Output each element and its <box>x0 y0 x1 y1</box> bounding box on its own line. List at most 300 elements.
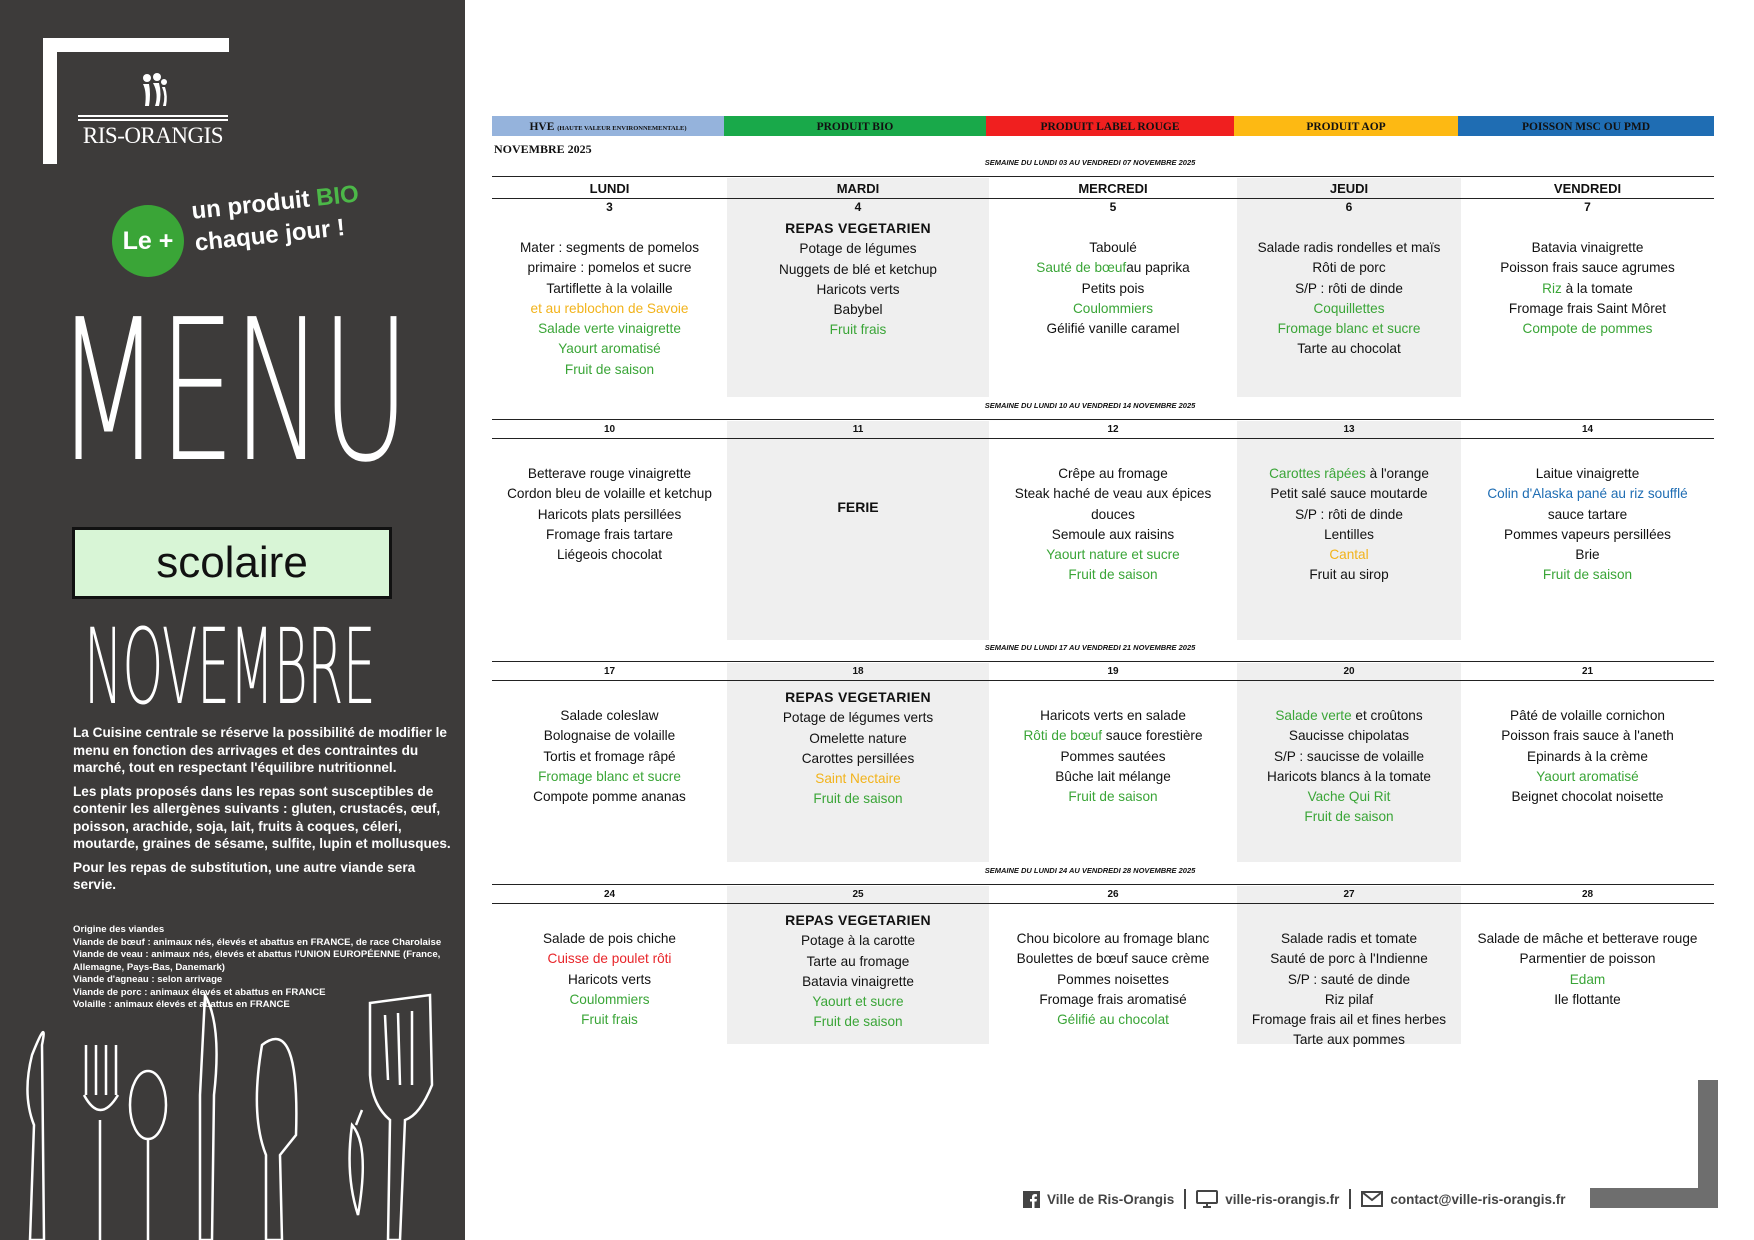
day-menu <box>1237 238 1461 360</box>
menu-item-text: Carottes persillées <box>801 750 915 766</box>
day-number: 3 <box>606 200 613 214</box>
menu-item <box>1461 767 1714 787</box>
menu-item <box>1461 706 1714 726</box>
day-menu <box>989 238 1237 339</box>
menu-item <box>989 706 1237 726</box>
menu-item <box>1461 484 1714 504</box>
menu-item <box>492 464 727 484</box>
menu-item-text: et au reblochon de Savoie <box>530 300 689 316</box>
notice-text <box>73 724 453 900</box>
legend-bio: PRODUIT BIO <box>724 116 986 136</box>
menu-item <box>727 300 989 320</box>
menu-item-text: Beignet chocolat noisette <box>1511 789 1664 805</box>
menu-item-text: Pommes sautées <box>1060 748 1166 764</box>
menu-item-text: Fruit frais <box>829 322 887 338</box>
menu-item <box>1461 970 1714 990</box>
menu-item-text: Carottes râpées <box>1269 466 1366 481</box>
menu-item <box>1461 505 1714 525</box>
week-label: SEMAINE DU LUNDI 24 AU VENDREDI 28 NOVEMBRE 2025 <box>984 866 1196 875</box>
frame-corner-left <box>43 38 57 164</box>
menu-item <box>1461 990 1714 1010</box>
menu-item <box>1461 565 1714 585</box>
menu-item <box>492 747 727 767</box>
day-number: 24 <box>603 889 616 900</box>
menu-item <box>989 1010 1237 1030</box>
menu-item <box>1237 970 1461 990</box>
menu-item-text: Salade de mâche et betterave rouge <box>1477 931 1698 946</box>
menu-item-text: à l'orange <box>1365 466 1429 481</box>
day-menu <box>1461 464 1714 586</box>
day-menu <box>727 910 989 1033</box>
menu-item <box>492 238 727 258</box>
day-menu <box>1237 706 1461 828</box>
menu-item-text: Haricots verts <box>816 281 900 297</box>
menu-item-text: Fromage frais ail et fines herbes <box>1251 1012 1447 1028</box>
menu-item-text: Salade radis et tomate <box>1280 931 1418 946</box>
day-number: 28 <box>1581 889 1594 900</box>
menu-item <box>1237 484 1461 504</box>
menu-item <box>492 990 727 1010</box>
menu-item <box>1461 299 1714 319</box>
menu-item-text: Yaourt nature et sucre <box>1046 547 1180 563</box>
menu-item <box>989 990 1237 1010</box>
menu-item-text: Compote pomme ananas <box>533 789 686 805</box>
day-number: 25 <box>852 889 864 900</box>
menu-item-text: Petits pois <box>1081 280 1145 296</box>
header-rule <box>492 198 1714 199</box>
menu-item-text: Salade verte <box>1275 708 1352 723</box>
menu-item-text: Sauté de porc à l'Indienne <box>1270 951 1428 967</box>
menu-item-text: Bolognaise de volaille <box>543 728 676 744</box>
week-rule <box>492 419 1714 420</box>
menu-item-text: Haricots blancs à la tomate <box>1267 768 1431 784</box>
menu-item-text: Semoule aux raisins <box>1051 526 1175 542</box>
menu-item <box>492 360 727 380</box>
menu-item <box>989 767 1237 787</box>
menu-item-text: Pommes vapeurs persillées <box>1504 526 1671 542</box>
day-number: 17 <box>603 666 616 677</box>
menu-item-text: Saint Nectaire <box>815 771 901 787</box>
day-name: LUNDI <box>589 181 630 196</box>
menu-item-text: Potage de légumes verts <box>782 710 934 726</box>
logo-text: RIS-ORANGIS <box>82 123 224 148</box>
menu-item-text: Omelette nature <box>809 730 907 746</box>
menu-item-text: Riz <box>1542 280 1562 296</box>
header-rule <box>492 903 1714 904</box>
menu-item <box>727 952 989 972</box>
menu-item <box>1461 319 1714 339</box>
menu-item-text: Petit salé sauce moutarde <box>1270 486 1428 502</box>
menu-item-text: au paprika <box>1126 260 1190 276</box>
menu-item-text: Pommes noisettes <box>1057 971 1169 987</box>
menu-item <box>989 279 1237 299</box>
menu-item <box>989 929 1237 949</box>
menu-item <box>1461 258 1714 278</box>
day-number: 5 <box>1109 200 1117 214</box>
day-number: 6 <box>1345 200 1353 214</box>
menu-item <box>989 747 1237 767</box>
menu-item <box>1237 258 1461 278</box>
menu-item-text: Haricots verts en salade <box>1040 708 1186 723</box>
menu-item <box>1237 929 1461 949</box>
menu-item <box>1237 505 1461 525</box>
menu-item-text: Liégeois chocolat <box>556 547 663 563</box>
footer <box>1023 1188 1566 1210</box>
day-menu <box>989 464 1237 586</box>
menu-item <box>1237 1010 1461 1030</box>
menu-item-text: S/P : rôti de dinde <box>1295 280 1403 296</box>
menu-item <box>989 970 1237 990</box>
menu-item-text: Babybel <box>833 302 883 318</box>
day-number: 10 <box>603 424 616 435</box>
menu-item-text: Fruit de saison <box>1068 789 1158 805</box>
menu-item-text: REPAS VEGETARIEN <box>785 220 931 236</box>
menu-item-text: S/P : rôti de dinde <box>1295 506 1403 522</box>
menu-item <box>989 484 1237 504</box>
menu-item-text: Epinards à la crème <box>1527 748 1648 764</box>
menu-item <box>989 545 1237 565</box>
day-number: 11 <box>852 424 864 435</box>
menu-item <box>492 545 727 565</box>
menu-item <box>492 970 727 990</box>
menu-item <box>727 260 989 280</box>
menu-item-text: Colin d'Alaska pané au riz soufflé <box>1487 486 1688 502</box>
day-name: VENDREDI <box>1553 181 1622 196</box>
menu-item-text: Fruit de saison <box>813 791 903 807</box>
menu-item <box>492 505 727 525</box>
menu-item <box>1461 279 1714 299</box>
menu-item-text: Poisson frais sauce à l'aneth <box>1501 728 1674 744</box>
menu-item <box>492 929 727 949</box>
menu-item-text: Poisson frais sauce agrumes <box>1500 260 1675 276</box>
menu-item <box>492 319 727 339</box>
menu-item <box>1237 726 1461 746</box>
menu-item-text: Batavia vinaigrette <box>1531 240 1644 255</box>
menu-item <box>727 931 989 951</box>
menu-item-text: Bûche lait mélange <box>1055 768 1171 784</box>
day-menu <box>1461 238 1714 339</box>
day-number: 19 <box>1107 666 1119 677</box>
menu-item <box>1237 767 1461 787</box>
menu-item <box>989 525 1237 545</box>
menu-item <box>1461 747 1714 767</box>
menu-item <box>492 525 727 545</box>
menu-item-text: REPAS VEGETARIEN <box>785 689 931 705</box>
menu-item-text: Fruit de saison <box>1542 567 1633 583</box>
frame-corner-top <box>43 38 229 52</box>
legend-hve: HVE (HAUTE VALEUR ENVIRONNEMENTALE) <box>492 116 724 136</box>
menu-item-text: Yaourt aromatisé <box>558 341 661 357</box>
menu-item-text: douces <box>1091 506 1135 522</box>
menu-item-text: Fromage blanc et sucre <box>538 768 681 784</box>
column-shade <box>727 421 989 640</box>
menu-item-text: Nuggets de blé et ketchup <box>779 261 937 277</box>
menu-item <box>492 949 727 969</box>
menu-item <box>1237 339 1461 359</box>
day-number: 4 <box>854 200 862 214</box>
menu-item-text: Saucisse chipolatas <box>1288 728 1410 744</box>
menu-item <box>492 726 727 746</box>
menu-item-text: S/P : sauté de dinde <box>1287 971 1411 987</box>
menu-item-text: Tortis et fromage râpé <box>543 748 676 764</box>
notice-paragraph: Pour les repas de substitution, une autre viande sera servie. <box>73 859 416 892</box>
menu-item <box>989 258 1237 278</box>
city-logo <box>78 72 228 149</box>
menu-item-text: Tartiflette à la volaille <box>546 280 673 296</box>
day-number: 14 <box>1581 424 1594 435</box>
envelope-icon <box>1361 1191 1383 1207</box>
menu-item <box>727 972 989 992</box>
menu-item-text: Chou bicolore au fromage blanc <box>1016 931 1210 946</box>
menu-item <box>492 767 727 787</box>
day-menu <box>989 929 1237 1030</box>
menu-item-text: Compote de pommes <box>1522 321 1653 337</box>
menu-item-text: Laitue vinaigrette <box>1535 466 1640 481</box>
week-label: SEMAINE DU LUNDI 03 AU VENDREDI 07 NOVEMBRE 2025 <box>984 158 1196 167</box>
menu-item-text: Fruit au sirop <box>1309 567 1389 583</box>
menu-item <box>1237 319 1461 339</box>
menu-item-text: Tarte au chocolat <box>1297 341 1401 357</box>
menu-item-text: Batavia vinaigrette <box>802 973 914 989</box>
menu-item <box>727 320 989 340</box>
vegetarian-label <box>727 687 989 708</box>
menu-item-text: Coquillettes <box>1313 300 1385 316</box>
facebook-link[interactable]: Ville de Ris-Orangis <box>1047 1191 1175 1207</box>
menu-item-text: Parmentier de poisson <box>1519 951 1656 967</box>
menu-item <box>989 565 1237 585</box>
menu-item-text: Fromage frais Saint Môret <box>1508 300 1667 316</box>
menu-item <box>989 238 1237 258</box>
menu-item <box>727 1012 989 1032</box>
meat-origin-line: Viande de veau : animaux nés, élevés et abattus l'UNION EUROPÉENNE (France, Allemagne, Pays-Bas, Danemark) <box>73 949 441 973</box>
menu-item-text: Cordon bleu de volaille et ketchup <box>507 486 712 502</box>
menu-item <box>492 299 727 319</box>
menu-item-text: Steak haché de veau aux épices <box>1014 486 1212 502</box>
header-rule <box>492 680 1714 681</box>
day-menu <box>727 218 989 341</box>
menu-item-text: sauce forestière <box>1102 728 1203 744</box>
menu-item <box>1461 464 1714 484</box>
menu-item <box>492 787 727 807</box>
week-rule <box>492 176 1714 177</box>
month-label: NOVEMBRE 2025 <box>494 142 592 156</box>
meat-origin-title: Origine des viandes <box>73 924 165 935</box>
menu-item-text: primaire : pomelos et sucre <box>527 260 692 276</box>
utensils-illustration <box>0 975 465 1240</box>
menu-item-text: Mater : segments de pomelos <box>519 240 700 255</box>
month-title: NOVEMBRE <box>84 606 376 728</box>
meat-origin-line: Volaille : animaux élevés et abattus en FRANCE <box>73 999 290 1010</box>
menu-item <box>1237 545 1461 565</box>
menu-item <box>727 729 989 749</box>
menu-item-text: Crêpe au fromage <box>1058 466 1168 481</box>
menu-item <box>727 708 989 728</box>
menu-item-text: Haricots plats persillées <box>537 506 682 522</box>
label-legend <box>492 116 1714 136</box>
left-panel <box>0 0 465 1240</box>
menu-item-text: Lentilles <box>1324 526 1374 542</box>
menu-item-text: Cuisse de poulet rôti <box>547 951 672 967</box>
menu-item <box>989 505 1237 525</box>
menu-item-text: Vache Qui Rit <box>1307 789 1391 805</box>
menu-item-text: Haricots verts <box>567 971 652 987</box>
day-menu <box>1461 706 1714 807</box>
meat-origin-line: Viande d'agneau : selon arrivage <box>73 974 223 985</box>
menu-item-text: Fruit de saison <box>813 1014 903 1030</box>
menu-item-text: Salade verte vinaigrette <box>538 321 681 337</box>
menu-item-text: Potage de légumes <box>799 241 917 257</box>
menu-item <box>1237 464 1461 484</box>
menu-item-text: à la tomate <box>1561 280 1633 296</box>
menu-item-text: Coulommiers <box>1072 300 1154 316</box>
menu-item-text: REPAS VEGETARIEN <box>785 912 931 928</box>
logo-figures-icon <box>133 72 173 108</box>
day-menu <box>1237 929 1461 1051</box>
menu-item-text: Fruit frais <box>581 1012 638 1028</box>
menu-item <box>727 749 989 769</box>
day-menu <box>492 464 727 565</box>
header-rule <box>492 438 1714 439</box>
menu-item <box>1237 1030 1461 1050</box>
menu-item <box>492 1010 727 1030</box>
day-name: MERCREDI <box>1078 181 1148 196</box>
menu-item-text: Betterave rouge vinaigrette <box>527 466 692 481</box>
menu-item <box>1237 807 1461 827</box>
menu-title: MENU <box>56 278 408 506</box>
menu-item <box>727 769 989 789</box>
menu-item <box>1237 279 1461 299</box>
menu-item <box>492 339 727 359</box>
week-label: SEMAINE DU LUNDI 17 AU VENDREDI 21 NOVEMBRE 2025 <box>984 643 1196 652</box>
menu-item <box>989 464 1237 484</box>
menu-item-text: Salade radis rondelles et maïs <box>1257 240 1441 255</box>
menu-item <box>492 279 727 299</box>
day-menu <box>492 929 727 1030</box>
menu-item <box>989 949 1237 969</box>
menu-item-text: Fruit de saison <box>1304 809 1394 825</box>
menu-item-text: Yaourt aromatisé <box>1536 768 1639 784</box>
day-number: 12 <box>1107 424 1119 435</box>
menu-item-text: Salade coleslaw <box>560 708 659 723</box>
meat-origin-line: Viande de bœuf : animaux nés, élevés et abattus en FRANCE, de race Charolaise <box>73 936 442 948</box>
menu-item <box>1461 726 1714 746</box>
menu-item <box>492 484 727 504</box>
day-menu <box>492 238 727 380</box>
menu-item-text: Yaourt et sucre <box>812 994 904 1010</box>
legend-aop: PRODUIT AOP <box>1234 116 1458 136</box>
legend-label-rouge: PRODUIT LABEL ROUGE <box>986 116 1234 136</box>
day-number: 21 <box>1581 666 1594 677</box>
menu-item <box>727 992 989 1012</box>
vegetarian-label <box>727 218 989 239</box>
menu-item <box>1237 787 1461 807</box>
week-rule <box>492 661 1714 662</box>
menu-item <box>727 280 989 300</box>
menu-item <box>1461 949 1714 969</box>
menu-item-text: Fruit de saison <box>564 361 655 377</box>
website-link[interactable]: ville-ris-orangis.fr <box>1225 1191 1340 1207</box>
menu-item <box>727 239 989 259</box>
menu-item <box>727 789 989 809</box>
menu-item-text: Riz pilaf <box>1324 991 1374 1007</box>
email-link[interactable]: contact@ville-ris-orangis.fr <box>1390 1191 1566 1207</box>
menu-item <box>989 319 1237 339</box>
day-menu <box>1461 929 1714 1010</box>
menu-item-text: S/P : saucisse de volaille <box>1273 748 1425 764</box>
legend-msc-pmd: POISSON MSC OU PMD <box>1458 116 1714 136</box>
day-menu <box>1237 464 1461 586</box>
menu-item <box>989 726 1237 746</box>
menu-item-text: et croûtons <box>1351 708 1423 723</box>
menu-item-text: Ile flottante <box>1554 991 1621 1007</box>
week-rule <box>492 884 1714 885</box>
menu-item <box>989 299 1237 319</box>
menu-item-text: Fromage frais tartare <box>546 526 673 542</box>
menu-item-text: Potage à la carotte <box>800 933 916 949</box>
menu-item <box>1237 565 1461 585</box>
menu-item-text: Gélifié au chocolat <box>1057 1012 1169 1028</box>
menu-item-text: Fruit de saison <box>1068 567 1158 583</box>
menu-item <box>1461 545 1714 565</box>
bio-slogan: un produit BIO chaque jour ! <box>190 180 361 257</box>
menu-item <box>1237 990 1461 1010</box>
menu-item-text: Salade de pois chiche <box>542 931 676 946</box>
day-name: JEUDI <box>1329 181 1369 196</box>
menu-item-text: sauce tartare <box>1547 506 1628 522</box>
menu-item-text: Fromage blanc et sucre <box>1277 321 1421 337</box>
menu-item <box>1237 949 1461 969</box>
day-number: 26 <box>1107 889 1119 900</box>
menu-item-text: Edam <box>1569 971 1606 987</box>
menu-item-text: Gélifié vanille caramel <box>1046 321 1180 337</box>
notice-paragraph: La Cuisine centrale se réserve la possibilité de modifier le menu en fonction des arrivages et des contraintes du marché, tout en respectant l'équilibre nutritionnel. <box>73 725 447 775</box>
menu-item-text: Cantal <box>1329 547 1369 563</box>
vegetarian-label <box>727 910 989 931</box>
menu-item <box>1461 238 1714 258</box>
day-menu <box>492 706 727 807</box>
scolaire-label: scolaire <box>72 527 392 599</box>
menu-item-text: Boulettes de bœuf sauce crème <box>1016 951 1210 967</box>
menu-item <box>1461 787 1714 807</box>
menu-item <box>1237 525 1461 545</box>
menu-item-text: Tarte au fromage <box>806 953 910 969</box>
day-number: 13 <box>1343 424 1355 435</box>
facebook-icon <box>1023 1191 1040 1208</box>
menu-item <box>1237 747 1461 767</box>
menu-item <box>1237 706 1461 726</box>
menu-item-text: Rôti de bœuf <box>1023 728 1103 744</box>
menu-item-text: Rôti de porc <box>1312 260 1386 276</box>
day-number: 18 <box>852 666 864 677</box>
week-label: SEMAINE DU LUNDI 10 AU VENDREDI 14 NOVEMBRE 2025 <box>984 401 1196 410</box>
menu-item-text: Coulommiers <box>569 991 650 1007</box>
menu-item <box>1237 299 1461 319</box>
day-menu <box>989 706 1237 807</box>
holiday-label: FERIE <box>837 499 879 515</box>
menu-item <box>1237 238 1461 258</box>
menu-item <box>989 787 1237 807</box>
menu-item-text: Taboulé <box>1089 240 1137 255</box>
menu-item <box>1461 929 1714 949</box>
menu-item-text: Tarte aux pommes <box>1293 1032 1405 1048</box>
menu-item <box>492 706 727 726</box>
menu-item <box>1461 525 1714 545</box>
day-name: MARDI <box>836 181 880 196</box>
day-number: 7 <box>1584 200 1591 214</box>
day-number: 27 <box>1343 889 1355 900</box>
menu-item-text: Fromage frais aromatisé <box>1039 991 1187 1007</box>
monitor-icon <box>1196 1190 1218 1208</box>
